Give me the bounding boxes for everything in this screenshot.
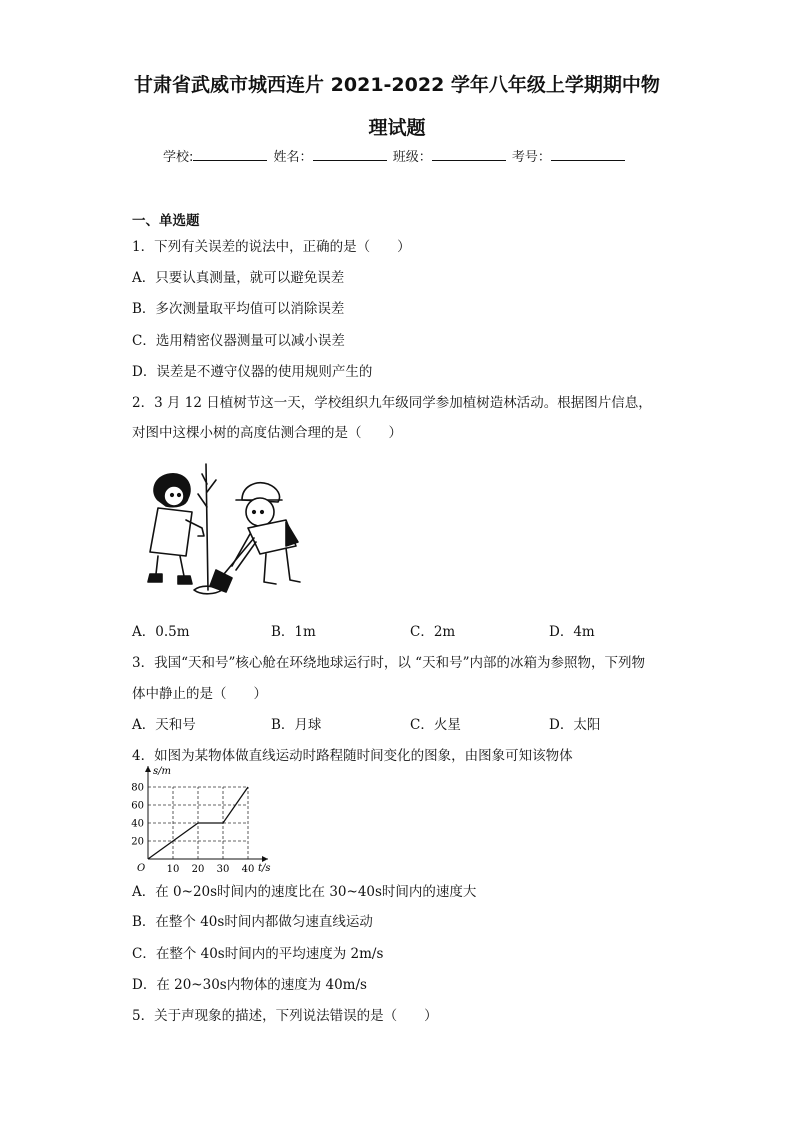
page-title-line2: 理试题 xyxy=(368,117,426,139)
question-4-option-c[interactable]: C．在整个 40s时间内的平均速度为 2m/s xyxy=(132,946,384,962)
question-4-option-a[interactable]: A．在 0~20s时间内的速度比在 30~40s时间内的速度大 xyxy=(132,884,477,900)
y-tick-label: 20 xyxy=(131,836,144,848)
question-3-option-b[interactable]: B．月球 xyxy=(271,717,322,733)
y-tick-label: 40 xyxy=(131,818,144,830)
question-4-option-b[interactable]: B．在整个 40s时间内都做匀速直线运动 xyxy=(132,914,373,930)
question-3-stem-line1: 3．我国“天和号”核心舱在环绕地球运行时，以 “天和号”内部的冰箱为参照物，下列物 xyxy=(132,655,645,671)
x-tick-label: 40 xyxy=(241,864,255,874)
x-axis-arrow xyxy=(262,856,268,862)
x-tick-label: 20 xyxy=(191,864,205,874)
y-axis-label: s/m xyxy=(153,766,171,777)
y-tick-label: 60 xyxy=(131,800,144,812)
question-3-stem-line2: 体中静止的是（ ） xyxy=(132,686,267,702)
question-1-option-a[interactable]: A．只要认真测量，就可以避免误差 xyxy=(132,270,345,286)
x-axis-label: t/s xyxy=(258,863,271,874)
question-4-stem: 4．如图为某物体做直线运动时路程随时间变化的图象，由图象可知该物体 xyxy=(132,748,573,764)
question-3-option-a[interactable]: A．天和号 xyxy=(132,717,196,733)
name-blank[interactable] xyxy=(313,148,387,161)
x-tick-label: 30 xyxy=(216,864,230,874)
question-2-option-a[interactable]: A．0.5m xyxy=(132,624,190,640)
question-5-stem: 5．关于声现象的描述，下列说法错误的是（ ） xyxy=(132,1008,438,1024)
question-2-option-b[interactable]: B．1m xyxy=(271,624,316,640)
tree-planting-illustration xyxy=(136,462,316,602)
question-4-option-d[interactable]: D．在 20~30s内物体的速度为 40m/s xyxy=(132,977,367,993)
question-3-option-c[interactable]: C．火星 xyxy=(410,717,461,733)
question-1-option-b[interactable]: B．多次测量取平均值可以消除误差 xyxy=(132,301,345,317)
question-1-option-d[interactable]: D．误差是不遵守仪器的使用规则产生的 xyxy=(132,364,373,380)
exam-number-label: 考号： xyxy=(511,150,551,165)
exam-number-blank[interactable] xyxy=(551,148,625,161)
graph-ticks xyxy=(131,783,254,875)
name-label: 姓名： xyxy=(273,150,313,165)
school-blank[interactable] xyxy=(193,148,267,161)
class-blank[interactable] xyxy=(432,148,506,161)
question-2-option-c[interactable]: C．2m xyxy=(410,624,456,640)
y-tick-label: 80 xyxy=(131,782,144,794)
graph-axes xyxy=(137,766,271,874)
page-title: 甘肃省武威市城西连片 2021-2022 学年八年级上学期期中物 xyxy=(134,74,660,96)
x-tick-label: 10 xyxy=(166,864,180,874)
question-2-stem-line1: 2．3 月 12 日植树节这一天，学校组织九年级同学参加植树造林活动。根据图片信息， xyxy=(132,395,652,411)
question-2-stem-line2: 对图中这棵小树的高度估测合理的是（ ） xyxy=(132,425,402,441)
question-2-option-d[interactable]: D．4m xyxy=(549,624,595,640)
section-title: 一、单选题 xyxy=(132,213,200,229)
origin-label: O xyxy=(137,863,146,874)
student-info-row xyxy=(163,146,627,165)
school-label: 学校: xyxy=(163,150,194,165)
question-1-option-c[interactable]: C．选用精密仪器测量可以减小误差 xyxy=(132,333,345,349)
class-label: 班级： xyxy=(392,150,432,165)
y-axis-arrow xyxy=(145,766,151,772)
question-1-stem: 1．下列有关误差的说法中，正确的是（ ） xyxy=(132,239,411,255)
question-3-option-d[interactable]: D．太阳 xyxy=(549,717,601,733)
distance-time-graph xyxy=(126,762,276,874)
